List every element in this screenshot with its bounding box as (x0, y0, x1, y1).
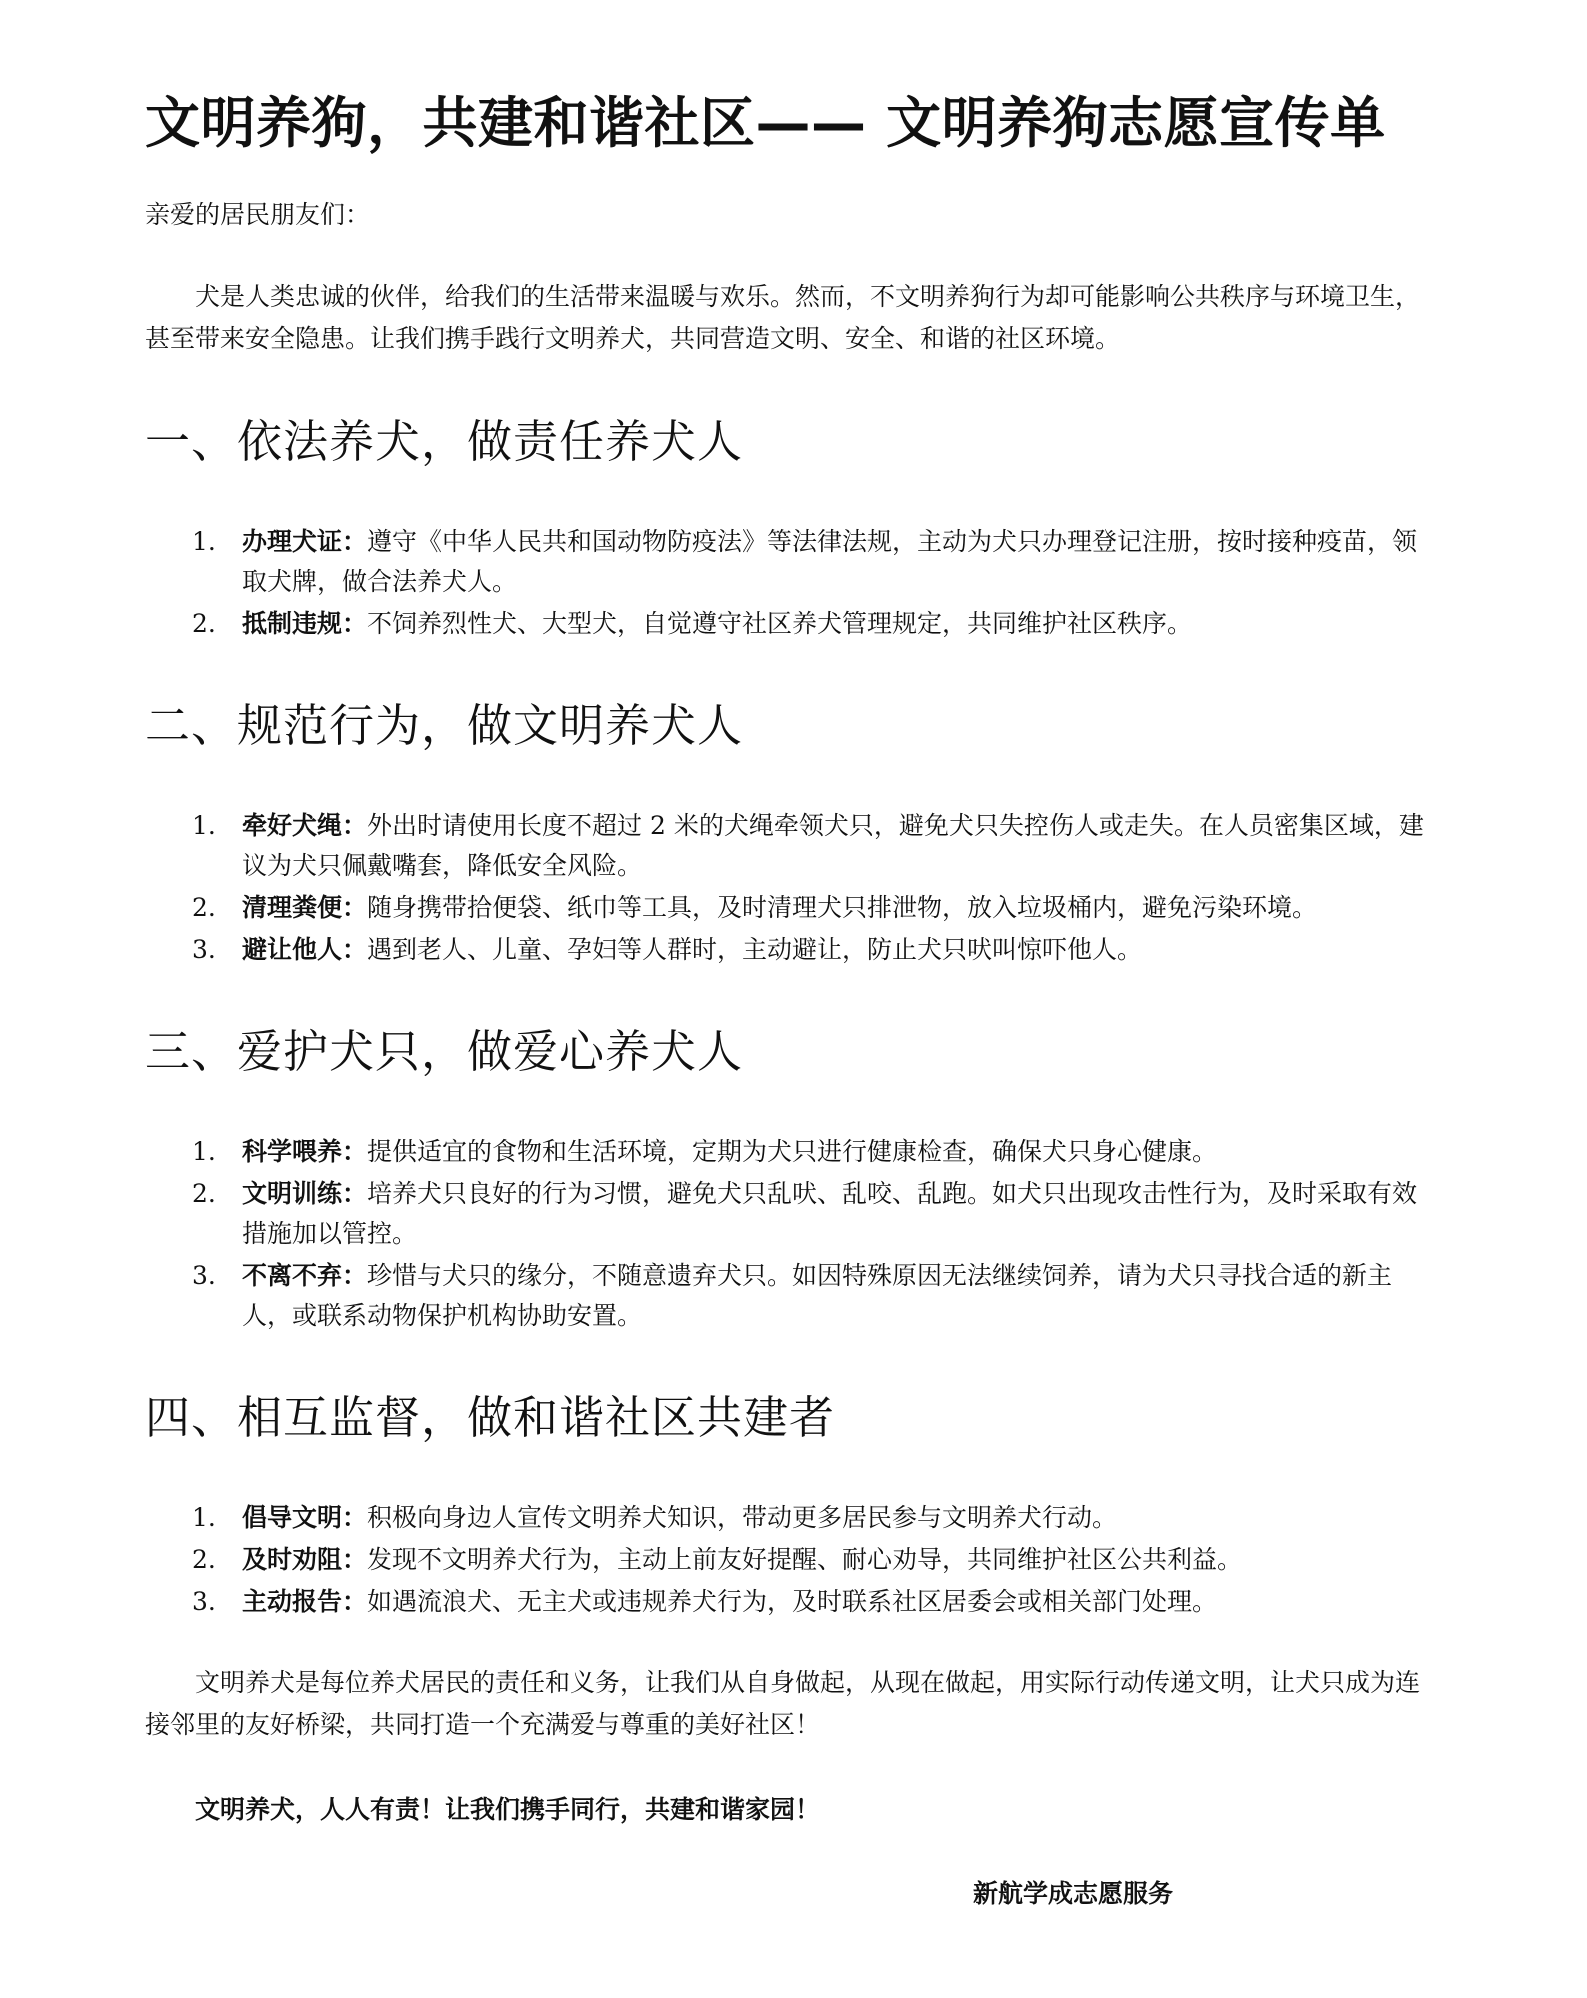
item-term: 牵好犬绳： (242, 811, 368, 840)
list-item (145, 806, 1442, 886)
section-heading-care: 三、爱护犬只，做爱心养犬人 (145, 1025, 744, 1078)
item-number: 1. (192, 811, 216, 840)
list-item (145, 888, 1442, 928)
item-text: 遵守《中华人民共和国动物防疫法》等法律法规，主动为犬只办理登记注册，按时接种疫苗，领取犬牌，做合法养犬人。 (242, 527, 1418, 596)
item-term: 清理粪便： (242, 893, 368, 922)
item-number: 3. (192, 935, 216, 964)
item-number: 2. (192, 1179, 216, 1208)
section-list-behavior (145, 806, 1442, 970)
greeting: 亲爱的居民朋友们： (145, 200, 371, 229)
item-term: 抵制违规： (242, 609, 368, 638)
item-term: 办理犬证： (242, 527, 368, 556)
intro-paragraph: 犬是人类忠诚的伙伴，给我们的生活带来温暖与欢乐。然而，不文明养狗行为却可能影响公共秩序与环境卫生，甚至带来安全隐患。让我们携手践行文明养犬，共同营造文明、安全、和谐的社区环境。 (145, 282, 1421, 353)
list-item (145, 1582, 1442, 1622)
item-term: 不离不弃： (242, 1261, 368, 1290)
item-term: 避让他人： (242, 935, 368, 964)
section-heading-supervision: 四、相互监督，做和谐社区共建者 (145, 1391, 836, 1444)
item-number: 1. (192, 527, 216, 556)
slogan: 文明养犬，人人有责！让我们携手同行，共建和谐家园！ (195, 1795, 821, 1824)
item-text: 珍惜与犬只的缘分，不随意遗弃犬只。如因特殊原因无法继续饲养，请为犬只寻找合适的新主人，或联系动物保护机构协助安置。 (242, 1261, 1393, 1330)
list-item (145, 1256, 1442, 1336)
list-item (145, 604, 1442, 644)
signature: 新航学成志愿服务 (973, 1879, 1174, 1908)
section-list-care (145, 1132, 1442, 1336)
item-text: 培养犬只良好的行为习惯，避免犬只乱吠、乱咬、乱跑。如犬只出现攻击性行为，及时采取有效措施加以管控。 (242, 1179, 1418, 1248)
item-term: 主动报告： (242, 1587, 368, 1616)
section-list-supervision (145, 1498, 1442, 1622)
item-text: 发现不文明养犬行为，主动上前友好提醒、耐心劝导，共同维护社区公共利益。 (367, 1545, 1243, 1574)
item-term: 及时劝阻： (242, 1545, 368, 1574)
item-text: 积极向身边人宣传文明养犬知识，带动更多居民参与文明养犬行动。 (367, 1503, 1118, 1532)
item-number: 3. (192, 1587, 216, 1616)
item-number: 2. (192, 893, 216, 922)
item-number: 1. (192, 1503, 216, 1532)
item-text: 提供适宜的食物和生活环境，定期为犬只进行健康检查，确保犬只身心健康。 (367, 1137, 1218, 1166)
item-number: 2. (192, 609, 216, 638)
item-term: 倡导文明： (242, 1503, 368, 1532)
item-text: 随身携带拾便袋、纸巾等工具，及时清理犬只排泄物，放入垃圾桶内，避免污染环境。 (367, 893, 1318, 922)
closing-paragraph: 文明养犬是每位养犬居民的责任和义务，让我们从自身做起，从现在做起，用实际行动传递文明，让犬只成为连接邻里的友好桥梁，共同打造一个充满爱与尊重的美好社区！ (145, 1668, 1421, 1739)
list-item (145, 930, 1442, 970)
item-number: 1. (192, 1137, 216, 1166)
section-heading-law: 一、依法养犬，做责任养犬人 (145, 415, 744, 468)
item-text: 不饲养烈性犬、大型犬，自觉遵守社区养犬管理规定，共同维护社区秩序。 (367, 609, 1193, 638)
item-text: 外出时请使用长度不超过 2 米的犬绳牵领犬只，避免犬只失控伤人或走失。在人员密集区域，建议为犬只佩戴嘴套，降低安全风险。 (242, 811, 1424, 880)
item-text: 如遇流浪犬、无主犬或违规养犬行为，及时联系社区居委会或相关部门处理。 (367, 1587, 1218, 1616)
item-term: 文明训练： (242, 1179, 368, 1208)
list-item (145, 1540, 1442, 1580)
item-text: 遇到老人、儿童、孕妇等人群时，主动避让，防止犬只吠叫惊吓他人。 (367, 935, 1143, 964)
section-list-law (145, 522, 1442, 644)
list-item (145, 1132, 1442, 1172)
list-item (145, 522, 1442, 602)
item-number: 2. (192, 1545, 216, 1574)
page-title: 文明养狗，共建和谐社区—— 文明养狗志愿宣传单 (145, 91, 1386, 155)
section-heading-behavior: 二、规范行为，做文明养犬人 (145, 699, 744, 752)
item-number: 3. (192, 1261, 216, 1290)
item-term: 科学喂养： (242, 1137, 368, 1166)
list-item (145, 1174, 1442, 1254)
list-item (145, 1498, 1442, 1538)
